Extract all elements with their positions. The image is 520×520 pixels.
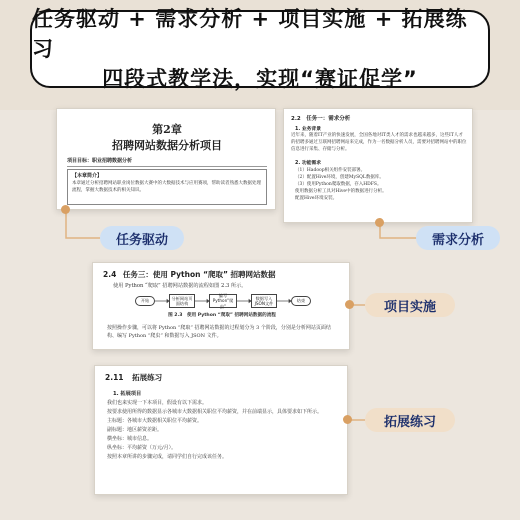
- flow-start: 开始: [135, 296, 155, 306]
- analysis-item: 配置Hive环境安装。: [295, 196, 338, 201]
- flow-step-json: 数据写入JSON文件: [251, 294, 277, 308]
- analysis-item: （2）配置Hive环境，创建MySQL数据库。: [295, 175, 384, 180]
- tag-task-driven: 任务驱动: [100, 226, 184, 250]
- analysis-para1: 近年来，随着IT产业的快速发展，全国各地对IT类人才的需求也越来越多，这些IT人才的招聘多通过互联网招聘网站来完成，作为一名数据分析人员，需要对招聘网站中的职位信息进行采集、存储与分析。: [291, 133, 467, 152]
- project-goal: 项目目标：职业招聘数据分析: [67, 158, 133, 164]
- intro-box: [67, 169, 267, 205]
- implement-section-title: 任务三：使用 Python “爬取” 招聘网站数据: [122, 270, 276, 279]
- practice-section-num: 2.11: [105, 373, 124, 382]
- connector-dot: [345, 300, 354, 309]
- practice-line: 按照本章所讲的步骤完成，请同学们自行完成该任务。: [107, 454, 228, 460]
- tag-requirement-analysis: 需求分析: [416, 226, 500, 250]
- analysis-item: （1）Hadoop相关组件安装部署。: [295, 168, 366, 173]
- book-page-analysis: [283, 108, 473, 223]
- divider: [67, 166, 267, 167]
- implement-body: 按照操作步骤，可以将 Python “爬取” 招聘网站数据的过程划分为 3 个阶段，分别是分析网站页面结构、编写 Python “爬虫” 和数据写入 JSON 文件。: [107, 325, 331, 339]
- connector-dot: [375, 218, 384, 227]
- practice-section-title: 拓展练习: [132, 373, 163, 382]
- flow-step-crawler: 编写Python“爬虫”: [209, 294, 237, 308]
- intro-text: 本章通过分析招聘网站职业岗位数据大赛中的大数据技术与应用赛项，帮助读者熟悉大数据处理流程，掌握大数据技术的相关知识。: [72, 181, 261, 193]
- tag-extended-practice: 拓展练习: [365, 408, 455, 432]
- implement-intro: 使用 Python “爬取” 招聘网站数据的流程如图 2.3 所示。: [113, 283, 247, 289]
- practice-line: 按要求使用所得的数据显示各城市大数据相关职位平均薪资，并在前端显示，具体要求如下所示。: [107, 409, 323, 415]
- analysis-sub2: 2. 功能需求: [295, 161, 322, 166]
- analysis-items: [295, 167, 467, 202]
- book-page-chapter: [56, 108, 276, 210]
- practice-line: 主标题：各城市大数据相关职位平均薪资。: [107, 418, 203, 424]
- practice-line: 副标题：地区薪资差距。: [107, 427, 163, 433]
- analysis-item: 使用数据分析工具对Hive中的数据进行分析。: [295, 189, 387, 194]
- tag-project-implementation: 项目实施: [365, 293, 455, 317]
- flow-end: 结束: [291, 296, 311, 306]
- connector-dot: [61, 205, 70, 214]
- practice-heading: [105, 372, 162, 383]
- intro-label: 【本章简介】: [72, 173, 103, 179]
- practice-lines: [107, 399, 339, 462]
- practice-line: 我们也来实现一下本项目，假设有以下需求。: [107, 400, 208, 406]
- connector-dot: [343, 415, 352, 424]
- headline-line-1: 任务驱动 + 需求分析 + 项目实施 + 拓展练习: [32, 7, 468, 61]
- practice-line: 纵坐标：平均薪资（万元/月）。: [107, 445, 177, 451]
- chapter-number: 第2章: [152, 123, 182, 136]
- analysis-item: （3）使用Python爬取数据，存入HDFS。: [295, 182, 382, 187]
- flow-caption: 图 2.3 使用 Python “爬取” 招聘网站数据的流程: [168, 313, 276, 318]
- implement-section-num: 2.4: [103, 270, 117, 279]
- book-page-practice: [94, 365, 348, 495]
- analysis-sub1: 1. 业务背景: [295, 127, 322, 132]
- headline-line-2: 四段式教学法，实现“赛证促学”: [102, 67, 418, 91]
- flow-step-analyze: 分析网站页面结构: [169, 294, 195, 308]
- practice-sub: 1. 拓展项目: [113, 391, 142, 397]
- analysis-section-title: 2.2 任务一：需求分析: [291, 116, 351, 122]
- book-page-implement: [92, 262, 350, 350]
- chapter-title: 招聘网站数据分析项目: [112, 139, 222, 152]
- practice-line: 横坐标：城市信息。: [107, 436, 153, 442]
